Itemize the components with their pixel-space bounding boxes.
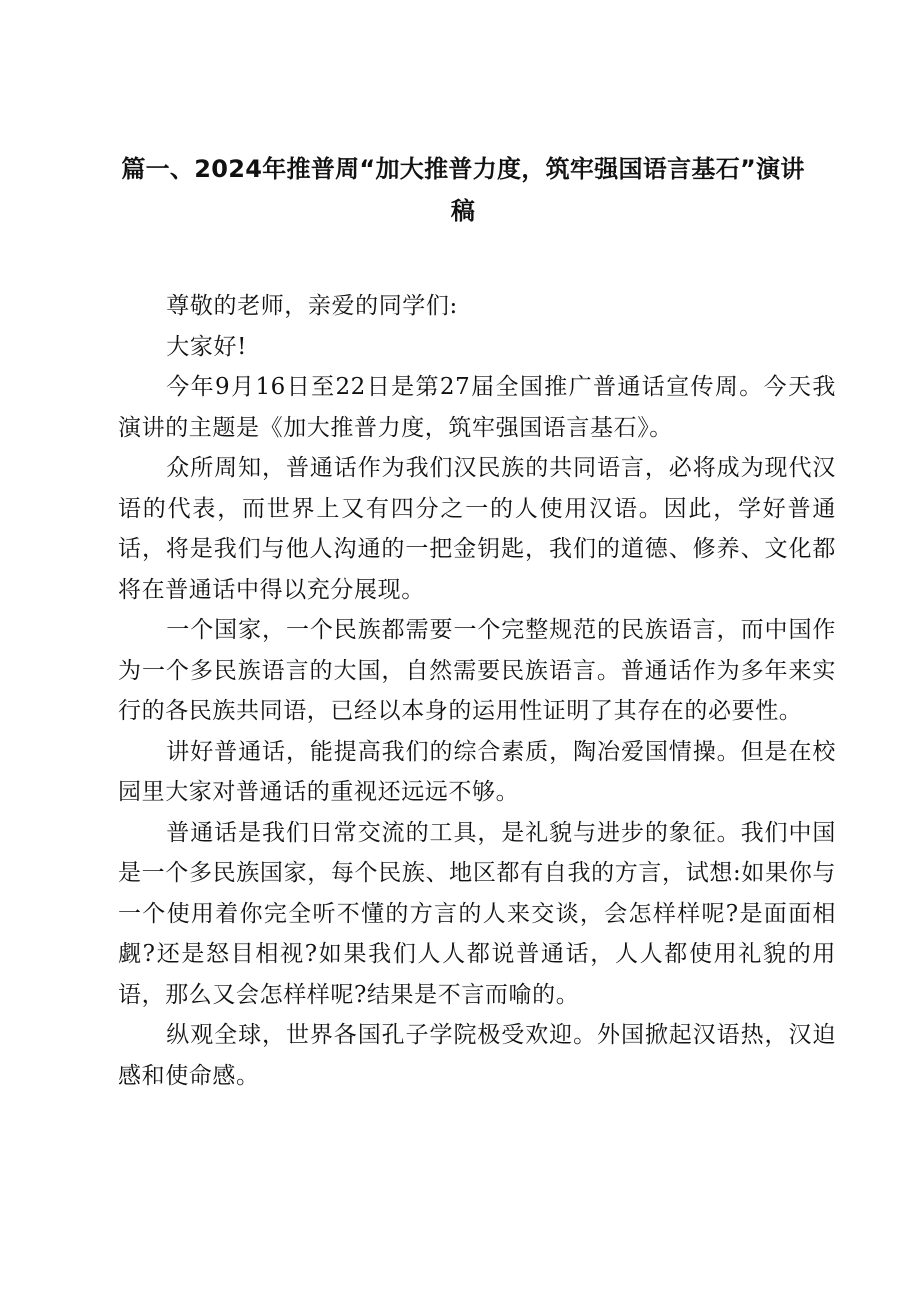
paragraph: 纵观全球，世界各国孔子学院极受欢迎。外国掀起汉语热，汉迫感和使命感。	[118, 1022, 836, 1089]
paragraph: 一个国家，一个民族都需要一个完整规范的民族语言，而中国作为一个多民族语言的大国，自然需要民族语言。普通话作为多年来实行的各民族共同语，已经以本身的运用性证明了其存在的必要性。	[118, 617, 836, 724]
paragraph-salutation: 尊敬的老师，亲爱的同学们:	[166, 293, 458, 319]
paragraph: 讲好普通话，能提高我们的综合素质，陶冶爱国情操。但是在校园里大家对普通话的重视还远远不够。	[118, 738, 836, 805]
document-body	[118, 286, 836, 1096]
paragraph-greeting: 大家好!	[166, 333, 247, 360]
paragraph: 普通话是我们日常交流的工具，是礼貌与进步的象征。我们中国是一个多民族国家，每个民族、地区都有自我的方言，试想:如果你与一个使用着你完全听不懂的方言的人来交谈，会怎样样呢?是面面相觑?还是怒目相视?如果我们人人都说普通话，人人都使用礼貌的用语，那么又会怎样样呢?结果是不言而喻的。	[118, 819, 836, 1008]
document-title: 篇一、2024年推普周“加大推普力度，筑牢强国语言基石”演讲稿	[121, 155, 805, 225]
paragraph: 众所周知，普通话作为我们汉民族的共同语言，必将成为现代汉语的代表，而世界上又有四分之一的人使用汉语。因此，学好普通话，将是我们与他人沟通的一把金钥匙，我们的道德、修养、文化都将在普通话中得以充分展现。	[118, 455, 836, 603]
paragraph: 今年9月16日至22日是第27届全国推广普通话宣传周。今天我演讲的主题是《加大推普力度，筑牢强国语言基石》。	[118, 374, 836, 441]
